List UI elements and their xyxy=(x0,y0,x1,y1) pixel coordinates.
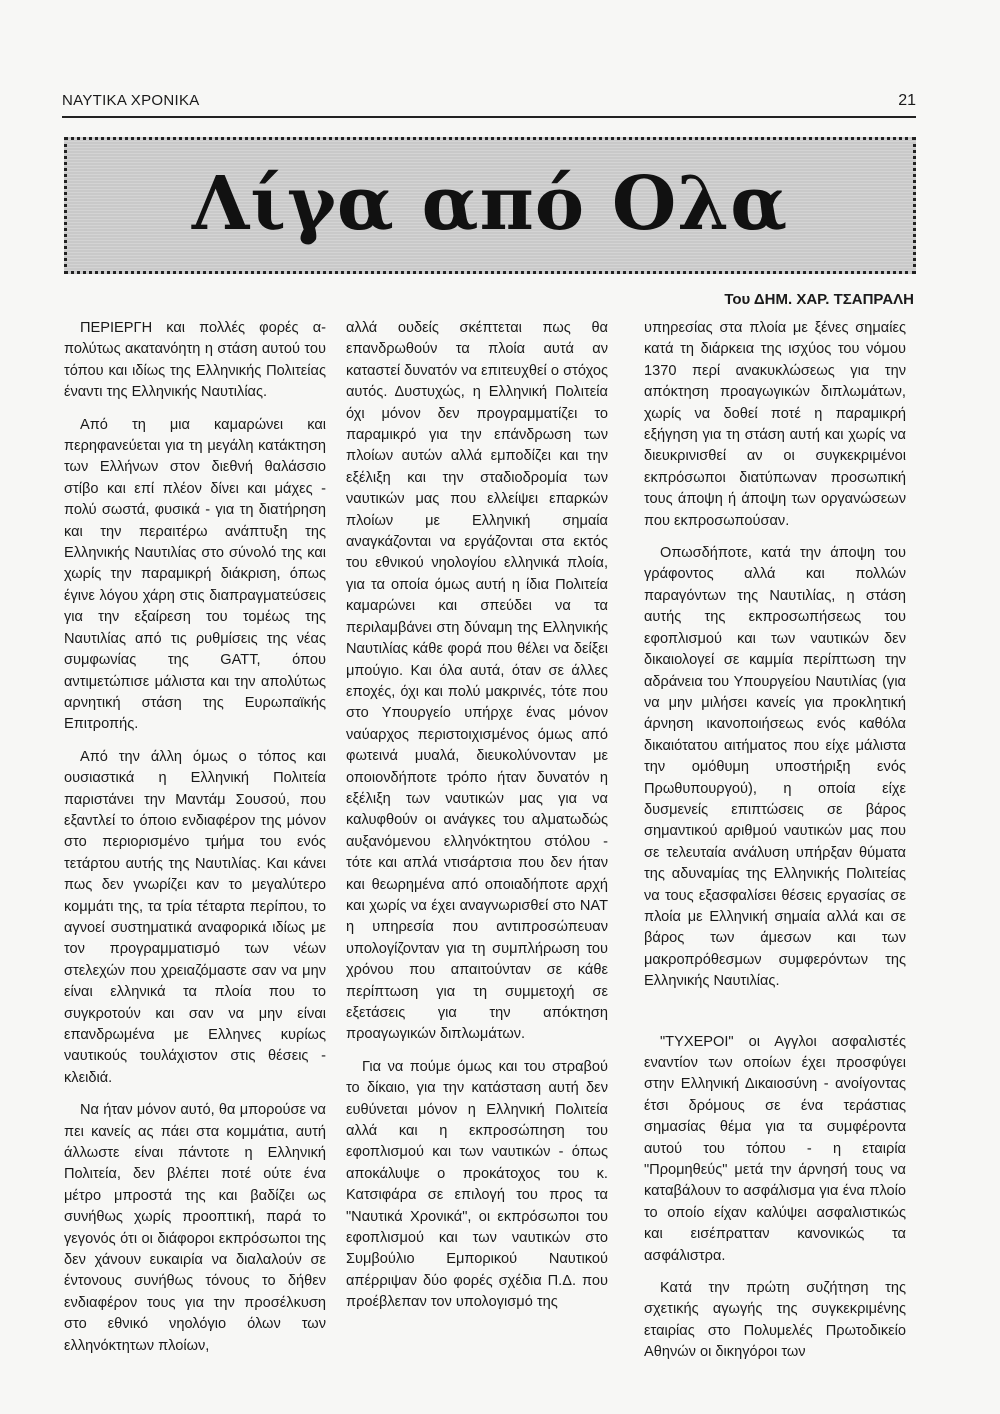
paragraph: Για να πούμε όμως και του στραβού το δίκαιο, για την κατάσταση αυτή δεν ευθύνεται μόνον η Ελληνική Πολιτεία αλλά και η εκπροσώπηση του εφοπλισμού και των ναυτικών - όπως αποκάλυψε ο προκάτοχος του κ. Κατσιφάρα σε επιλογή του προς τα "Ναυτικά Χρονικά", οι εκπρόσωποι του εφοπλισμού και των ναυτικών στο Συμβούλιο Εμπορικού Ναυτικού απέρριψαν δύο φορές σχέδια Π.Δ. που προέβλεπαν τον υπολογισμό της xyxy=(346,1058,608,1311)
title-banner xyxy=(64,137,916,274)
section-gap xyxy=(644,1004,906,1032)
paragraph: Οπωσδήποτε, κατά την άποψη του γράφοντος αλλά και πολλών παραγόντων της Ναυτιλίας, η στάση αυτής της εκπροσωπήσεως του εφοπλισμού και των ναυτικών δεν δικαιολογεί σε καμμία περίπτωση την αδράνεια του Υπουργείου Ναυτιλίας (για να μην μιλήσει κανείς για προκλητική άρνηση ικανοποιήσεως ενός καθόλα δικαιότατου αιτήματος που είχε μάλιστα την ομόθυμη υποστήριξη ενός Πρωθυπουργού), η οποία είχε δυσμενείς επιπτώσεις σε βάρος σημαντικού αριθμού ναυτικών μας που σε τελευταία ανάλυση υπήρξαν θύματα της αδυναμίας της Ελληνικής Πολιτείας να τους εξασφαλίσει θέσεις εργασίας σε πλοία με Ελληνική σημαία αλλά και σε βάρος των άμεσων και των μακροπρόθεσμων συμφερόντων της Ελληνικής Ναυτιλίας. xyxy=(644,545,906,990)
paragraph: "ΤΥΧΕΡΟΙ" οι Αγγλοι ασφαλιστές εναντίον των οποίων έχει προσφύγει στην Ελληνική Δικαιοσύνη - ανοίγοντας έτσι δρόμους σε ένα τεράστιας σημασίας θέμα για τα συμφέροντα αυτού του τόπου - η εταιρία "Προμηθεύς" μετά την άρνησή τους να καταβάλουν το ασφάλισμα για ένα πλοίο το οποίο είχαν καλύψει ασφαλιστικώς και εισέπρατταν κανονικώς τα ασφάλιστρα. xyxy=(644,1033,906,1264)
paragraph: Από τη μια καμαρώνει και περηφανεύεται για τη μεγάλη κατάκτηση των Ελλήνων στον διεθνή θαλάσσιο στίβο και επί πλέον δίνει και μάχες - πολύ σωστά, φυσικά - για τη διατήρηση και την περαιτέρω ανάπτυξη της Ελληνικής Ναυτιλίας στο σύνολό της και χωρίς την παραμικρή διάκριση, όπως έγινε λόγου χάρη στις διαπραγματεύσεις για την εξαίρεση του τομέως της Ναυτιλίας από τις ρυθμίσεις της νέας συμφωνίας της GATT, όπου αντιμετώπισε μάλιστα και την απολύτως αρνητική στάση της Ευρωπαϊκής Επιτροπής. xyxy=(64,416,326,733)
article-title: Λίγα από Ολα xyxy=(191,160,789,247)
article-column-1 xyxy=(64,318,326,1354)
paragraph: Κατά την πρώτη συζήτηση της σχετικής αγωγής της συγκεκριμένης εταιρίας στο Πολυμελές Πρωτοδικείο Αθηνών οι δικηγόροι των xyxy=(644,1280,906,1361)
paragraph: ΠΕΡΙΕΡΓΗ και πολλές φορές α-πολύτως ακατανόητη η στάση αυτού του τόπου και ιδίως της Ελληνικής Πολιτείας έναντι της Ελληνικής Ναυτιλίας. xyxy=(64,320,326,401)
paragraph: Από την άλλη όμως ο τόπος και ουσιαστικά η Ελληνική Πολιτεία παριστάνει την Μαντάμ Σουσού, που εξαντλεί το όποιο ενδιαφέρον της μόνον στο περιορισμένο τμήμα του ενός τετάρτου αυτής της Ναυτιλίας. Και κάνει πως δεν γνωρίζει καν το μεγαλύτερο κομμάτι της, τα τρία τέταρτα περίπου, το αγνοεί συστηματικά αναφορικά ιδίως με τον προγραμματισμό των νέων στελεχών που χρειαζόμαστε σαν να μην είναι ελληνικά τα πλοία που το συγκροτούν και σαν να μην είναι επανδρωμένα με Ελληνες κυρίως ναυτικούς τουλάχιστον στις θέσεις - κλειδιά. xyxy=(64,748,326,1086)
paragraph: Να ήταν μόνον αυτό, θα μπορούσε να πει κανείς ας πάει στα κομμάτια, αυτή άλλωστε είναι πάντοτε η Ελληνική Πολιτεία, δεν βλέπει ποτέ ούτε ένα μέτρο μπροστά της και βαδίζει ως συνήθως χωρίς προοπτική, παρά το γεγονός ότι οι διάφοροι εκπρόσωποι της δεν χάνουν ευκαιρία να διαλαλούν σε έντονους συνήθως τόνους το δήθεν ενδιαφέρον τους για την προσέλκυση στο εθνικό νηολόγιο όλων των ελληνόκτητων πλοίων, xyxy=(64,1102,326,1354)
paragraph: αλλά ουδείς σκέπτεται πως θα επανδρωθούν τα πλοία αυτά αν καταστεί δυνατόν να επιτευχθεί ο στόχος αυτός. Δυστυχώς, η Ελληνική Πολιτεία όχι μόνον δεν προγραμματίζει το παραμικρό για την επάνδρωση των πλοίων αυτών αλλά εμποδίζει και την εξέλιξη και την σταδιοδρομία των ναυτικών μας που ελλείψει επαρκών πλοίων με Ελληνική σημαία αναγκάζονται να εργάζονται στα εκτός του εθνικού νηολογίου ελληνικά πλοία, για τα οποία όμως αυτή η ίδια Πολιτεία καμαρώνει και σπεύδει να τα περιλαμβάνει στη δύναμη της Ελληνικής Ναυτιλίας κάθε φορά που θέλει να δείξει μπούγιο. Και όλα αυτά, όταν σε άλλες εποχές, όχι και πολύ μακρινές, τότε που στο Υπουργείο υπήρχε ένας μόνον ναύαρχος περιστοιχισμένος όμως από φωτεινά μυαλά, διευκολύνονταν με οποιονδήποτε τρόπο ήταν δυνατόν η εξέλιξη των ναυτικών μας για να καλυφθούν οι ανάγκες του αλματωδώς αυξανόμενου ελληνόκτητου στόλου - τότε και απλά ντισάρτσια που δεν ήταν και θεωρημένα από οποιαδήποτε αρχή και χωρίς να έχει αναγνωρισθεί στο ΝΑΤ η υπηρεσία που αντιπροσώπευαν υπολογίζονταν για τη συμπλήρωση του χρόνου που απαιτούνταν σε κάθε περίπτωση για τη συμμετοχή σε εξετάσεις για την απόκτηση προαγωγικών διπλωμάτων. xyxy=(346,320,608,1043)
page-number: 21 xyxy=(898,92,916,109)
article-column-2 xyxy=(346,318,608,1348)
article-column-3 xyxy=(644,318,906,1361)
page-header xyxy=(62,90,916,118)
publication-name: ΝΑΥΤΙΚΑ ΧΡΟΝΙΚΑ xyxy=(62,92,200,109)
author-byline: Του ΔΗΜ. ΧΑΡ. ΤΣΑΠΡΑΛΗ xyxy=(724,291,914,308)
paragraph: υπηρεσίας στα πλοία με ξένες σημαίες κατά τη διάρκεια της ισχύος του νόμου 1370 περί ανακυκλώσεως για την απόκτηση προαγωγικών διπλωμάτων, χωρίς να δοθεί ποτέ η παραμικρή εξήγηση για τη στάση αυτή και χωρίς να διευκρινισθεί αν οι συγκεκριμένοι εκπρόσωποι διατύπωναν προσωπική τους άποψη ή άποψη των οργανώσεων που εκπροσωπούσαν. xyxy=(644,320,906,529)
